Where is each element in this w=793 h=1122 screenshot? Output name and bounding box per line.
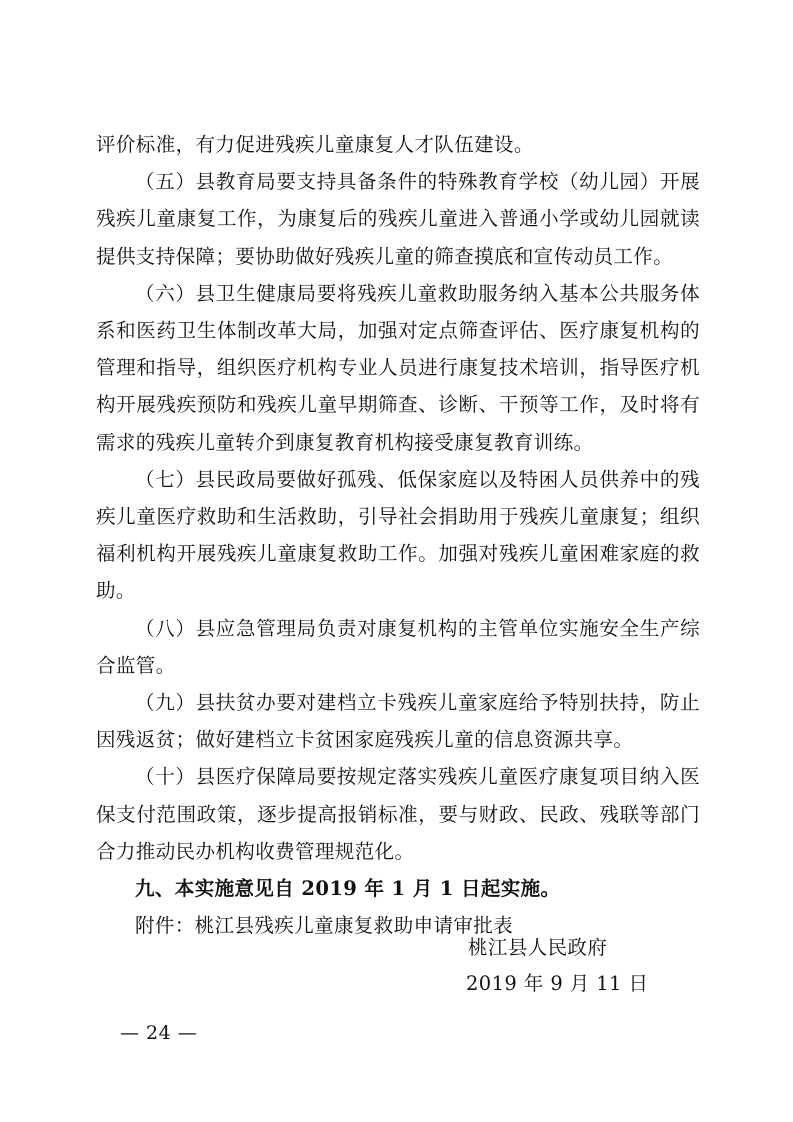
document-body xyxy=(96,126,700,944)
paragraph-education-bureau: （五）县教育局要支持具备条件的特殊教育学校（幼儿园）开展残疾儿童康复工作，为康复后的残疾儿童进入普通小学或幼儿园就读提供支持保障；要协助做好残疾儿童的筛查摸底和宣传动员工作。 xyxy=(96,170,700,268)
signature-date: 2019 年 9 月 11 日 xyxy=(466,972,649,995)
signature-organization: 桃江县人民政府 xyxy=(468,936,608,959)
page-number: — 24 — xyxy=(120,1022,198,1044)
attachment-line: 附件：桃江县残疾儿童康复救助申请审批表 xyxy=(135,914,514,938)
section-effective-date: 九、本实施意见自 2019 年 1 月 1 日起实施。 xyxy=(135,877,561,901)
paragraph-health-bureau: （六）县卫生健康局要将残疾儿童救助服务纳入基本公共服务体系和医药卫生体制改革大局，加强对定点筛查评估、医疗康复机构的管理和指导，组织医疗机构专业人员进行康复技术培训，指导医疗机构开展残疾预防和残疾儿童早期筛查、诊断、干预等工作，及时将有需求的残疾儿童转介到康复教育机构接受康复教育训练。 xyxy=(96,281,700,454)
paragraph-continuation: 评价标准，有力促进残疾儿童康复人才队伍建设。 xyxy=(96,133,534,156)
paragraph-poverty-alleviation-office: （九）县扶贫办要对建档立卡残疾儿童家庭给予特别扶持，防止因残返贫；做好建档立卡贫困家庭残疾儿童的信息资源共享。 xyxy=(96,691,700,752)
paragraph-emergency-management-bureau: （八）县应急管理局负责对康复机构的主管单位实施安全生产综合监管。 xyxy=(96,616,700,677)
paragraph-medical-security-bureau: （十）县医疗保障局要按规定落实残疾儿童医疗康复项目纳入医保支付范围政策，逐步提高报销标准，要与财政、民政、残联等部门合力推动民办机构收费管理规范化。 xyxy=(96,765,700,863)
paragraph-civil-affairs-bureau: （七）县民政局要做好孤残、低保家庭以及特困人员供养中的残疾儿童医疗救助和生活救助，引导社会捐助用于残疾儿童康复；组织福利机构开展残疾儿童康复救助工作。加强对残疾儿童困难家庭的救助。 xyxy=(96,467,700,603)
